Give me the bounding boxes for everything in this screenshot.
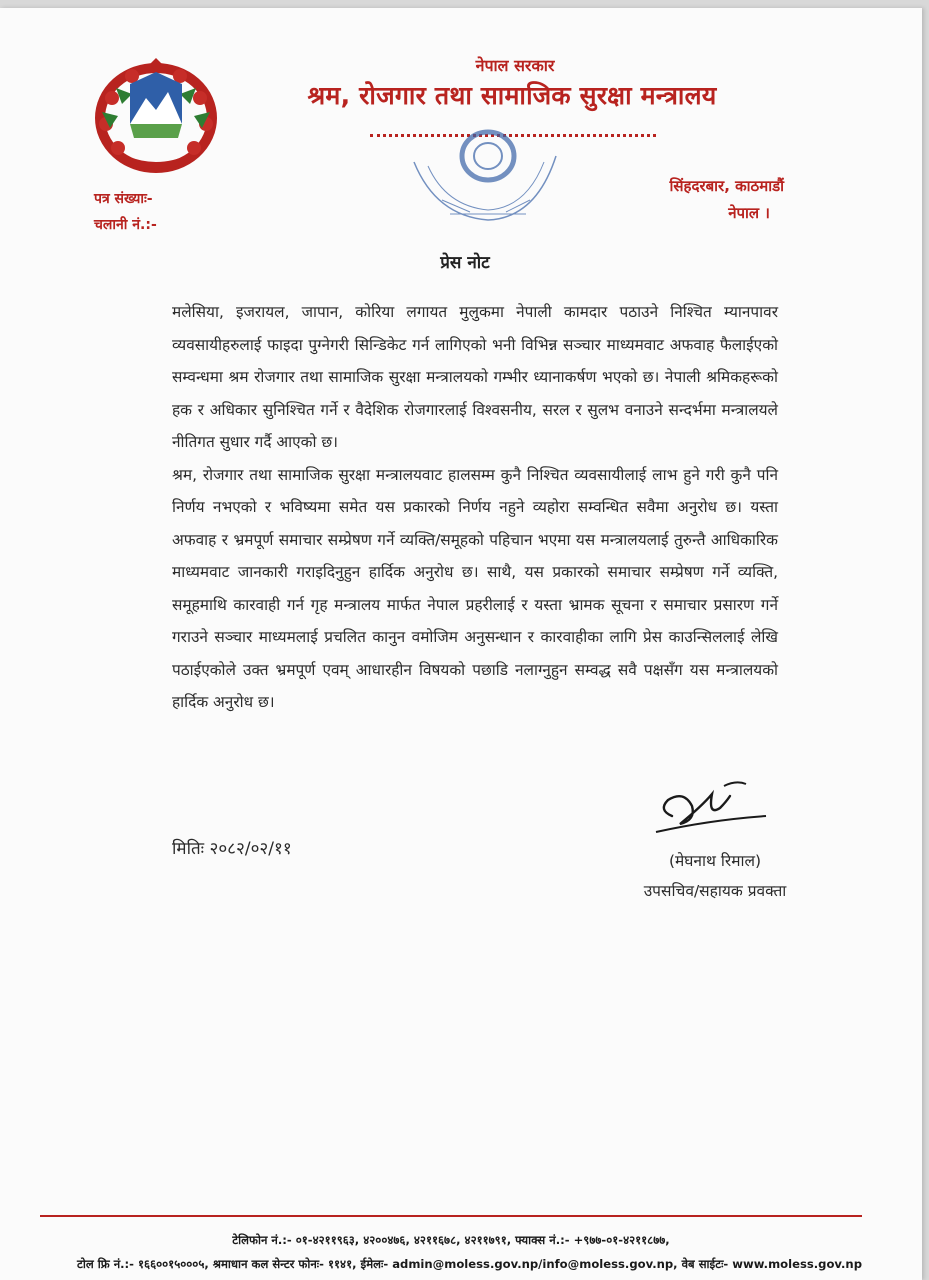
address-line-2: नेपाल । (728, 204, 770, 222)
letter-number-label: पत्र संख्याः- (94, 191, 153, 207)
footer-divider (40, 1215, 862, 1217)
government-name: नेपाल सरकार (475, 56, 555, 75)
body-paragraph: श्रम, रोजगार तथा सामाजिक सुरक्षा मन्त्रालयवाट हालसम्म कुनै निश्चित व्यवसायीलाई लाभ हुने गरी कुनै पनि निर्णय नभएको र भविष्यमा समेत यस प्रकारको निर्णय नहुने व्यहोरा सम्वन्धित सवैमा अनुरोध छ। यस्ता अफवाह र भ्रमपूर्ण समाचार सम्प्रेषण गर्ने व्यक्ति/समूहको पहिचान भएमा यस मन्त्रालयलाई तुरुन्तै आधिकारिक माध्यमवाट जानकारी गराइदिनुहुन हार्दिक अनुरोध छ। साथै, यस प्रकारको समाचार सम्प्रेषण गर्ने व्यक्ति, समूहमाथि कारवाही गर्न गृह मन्त्रालय मार्फत नेपाल प्रहरीलाई र यस्ता भ्रामक सूचना र समाचार प्रसारण गर्ने गराउने सञ्चार माध्यमलाई प्रचलित कानुन वमोजिम अनुसन्धान र कारवाहीका लागि प्रेस काउन्सिललाई लेखि पठाईएकोले उक्त भ्रमपूर्ण एवम् आधारहीन विषयको पछाडि नलाग्नुहुन सम्वद्ध सवै पक्षसँग यस मन्त्रालयको हार्दिक अनुरोध छ। (172, 465, 778, 711)
contact-footer (40, 1228, 862, 1276)
signer-designation: उपसचिव/सहायक प्रवक्ता (643, 882, 787, 900)
signer-block (600, 846, 830, 906)
issue-date: मितिः २०८२/०२/११ (172, 839, 292, 859)
body-paragraph: मलेसिया, इजरायल, जापान, कोरिया लगायत मुलुकमा नेपाली कामदार पठाउने निश्चित म्यानपावर व्यवसायीहरुलाई फाइदा पुग्नेगरी सिन्डिकेट गर्न लागिएको भनी विभिन्न सञ्चार माध्यमवाट अफवाह फैलाईएको सम्वन्धमा श्रम रोजगार तथा सामाजिक सुरक्षा मन्त्रालयको गम्भीर ध्यानाकर्षण भएको छ। नेपाली श्रमिकहरूको हक र अधिकार सुनिश्चित गर्ने र वैदेशिक रोजगारलाई विश्वसनीय, सरल र सुलभ वनाउने सन्दर्भमा मन्त्रालयले नीतिगत सुधार गर्दै आएको छ। (172, 303, 778, 451)
ministry-name: श्रम, रोजगार तथा सामाजिक सुरक्षा मन्त्रालय (307, 81, 717, 110)
reference-block (94, 186, 157, 238)
footer-contact-line: टोल फ्रि नं.:- १६६००१५०००५, श्रमाधान कल सेन्टर फोनः- ११४१, ईमेलः- admin@moless.gov.np/info@moless.gov.np, वेब साईटः- www.moless.gov.np (76, 1257, 862, 1271)
ministry-stamp-icon (406, 116, 566, 232)
address-line-1: सिंहदरबार, काठमाडौं (669, 177, 784, 195)
signature-icon (650, 776, 770, 842)
dispatch-number-label: चलानी नं.:- (94, 217, 157, 233)
signer-name: (मेघनाथ रिमाल) (668, 852, 762, 870)
nepal-emblem-icon (92, 58, 220, 174)
letter-page (0, 8, 922, 1280)
address-block (584, 173, 784, 227)
footer-phone-line: टेलिफोन नं.:- ०१-४२११९६३, ४२००४७६, ४२११६७८, ४२११७९१, फ्याक्स नं.:- +९७७-०१-४२११८७७, (232, 1233, 670, 1247)
press-note-body (172, 296, 778, 719)
document-title: प्रेस नोट (440, 253, 490, 273)
